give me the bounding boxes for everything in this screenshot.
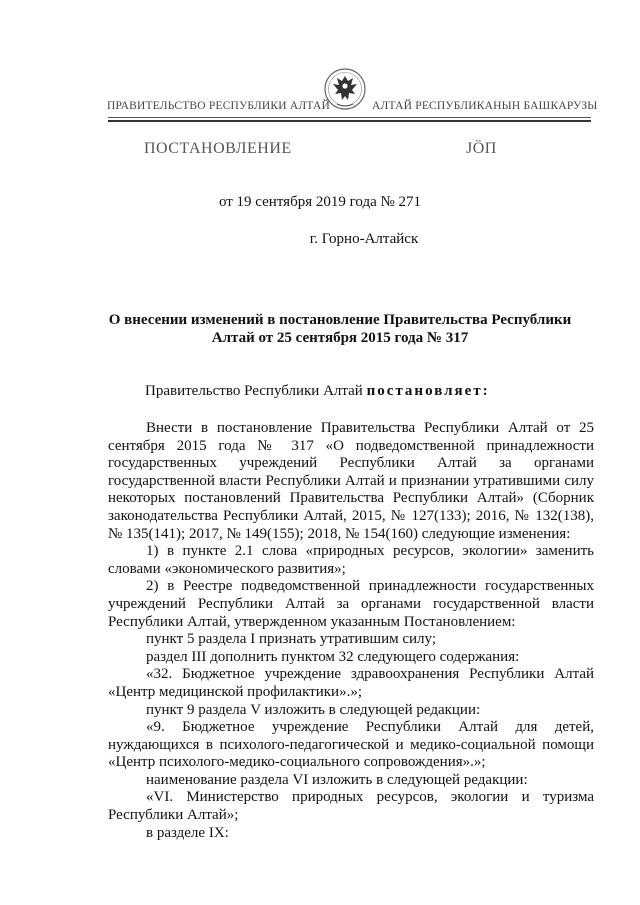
paragraph: 2) в Реестре подведомственной принадлежности государственных учреждений Республики Алтай за органами государственной власти Республики Алтай, утвержденном указанным Постановлением: (108, 578, 594, 630)
city-line: г. Горно-Алтайск (309, 231, 419, 247)
paragraph: в разделе IX: (146, 824, 229, 841)
document-body (108, 420, 594, 842)
header-rule-thick (108, 120, 591, 122)
paragraph: «32. Бюджетное учреждение здравоохранения Республики Алтай «Центр медицинской профилактики».»; (108, 666, 594, 700)
paragraph: наименование раздела VI изложить в следующей редакции: (146, 771, 528, 788)
header-rule-thin (108, 117, 591, 118)
doc-type-altai: ЈӦП (466, 140, 497, 157)
doc-type-russian: ПОСТАНОВЛЕНИЕ (144, 140, 292, 157)
header-right-text: АЛТАЙ РЕСПУБЛИКАНЫН БАШКАРУЗЫ (372, 100, 598, 112)
paragraph: пункт 9 раздела V изложить в следующей редакции: (146, 701, 481, 718)
decree-prefix: Правительство Республики Алтай (145, 383, 363, 399)
paragraph: раздел III дополнить пунктом 32 следующего содержания: (146, 648, 520, 665)
header-left-text: ПРАВИТЕЛЬСТВО РЕСПУБЛИКИ АЛТАЙ (107, 100, 331, 112)
document-title: О внесении изменений в постановление Правительства Республики Алтай от 25 сентября 2015 года № 317 (108, 312, 572, 346)
paragraph: 1) в пункте 2.1 слова «природных ресурсов, экологии» заменить словами «экономического развития»; (108, 543, 594, 577)
date-number-line: от 19 сентября 2019 года № 271 (218, 194, 422, 210)
decree-verb: постановляет: (366, 383, 490, 399)
paragraph: «9. Бюджетное учреждение Республики Алтай для детей, нуждающихся в психолого-педагогической и медико-социальной помощи «Центр психолого-медико-социального сопровождения».»; (108, 719, 594, 771)
decree-line (145, 383, 490, 400)
paragraph: пункт 5 раздела I признать утратившим силу; (146, 631, 436, 648)
paragraph: «VI. Министерство природных ресурсов, экологии и туризма Республики Алтай»; (108, 789, 594, 824)
paragraph: Внести в постановление Правительства Республики Алтай от 25 сентября 2015 года № 317 «О подведомственной принадлежности государственных учреждений Республики Алтай за органами государственной власти Республики Алтай и признании утратившими силу некоторых постановлений Правительства Республики Алтай» (Сборник законодательства Республики Алтай, 2015, № 127(133); 2016, № 132(138), № 135(141); 2017, № 149(155); 2018, № 154(160) следующие изменения: (108, 420, 594, 542)
